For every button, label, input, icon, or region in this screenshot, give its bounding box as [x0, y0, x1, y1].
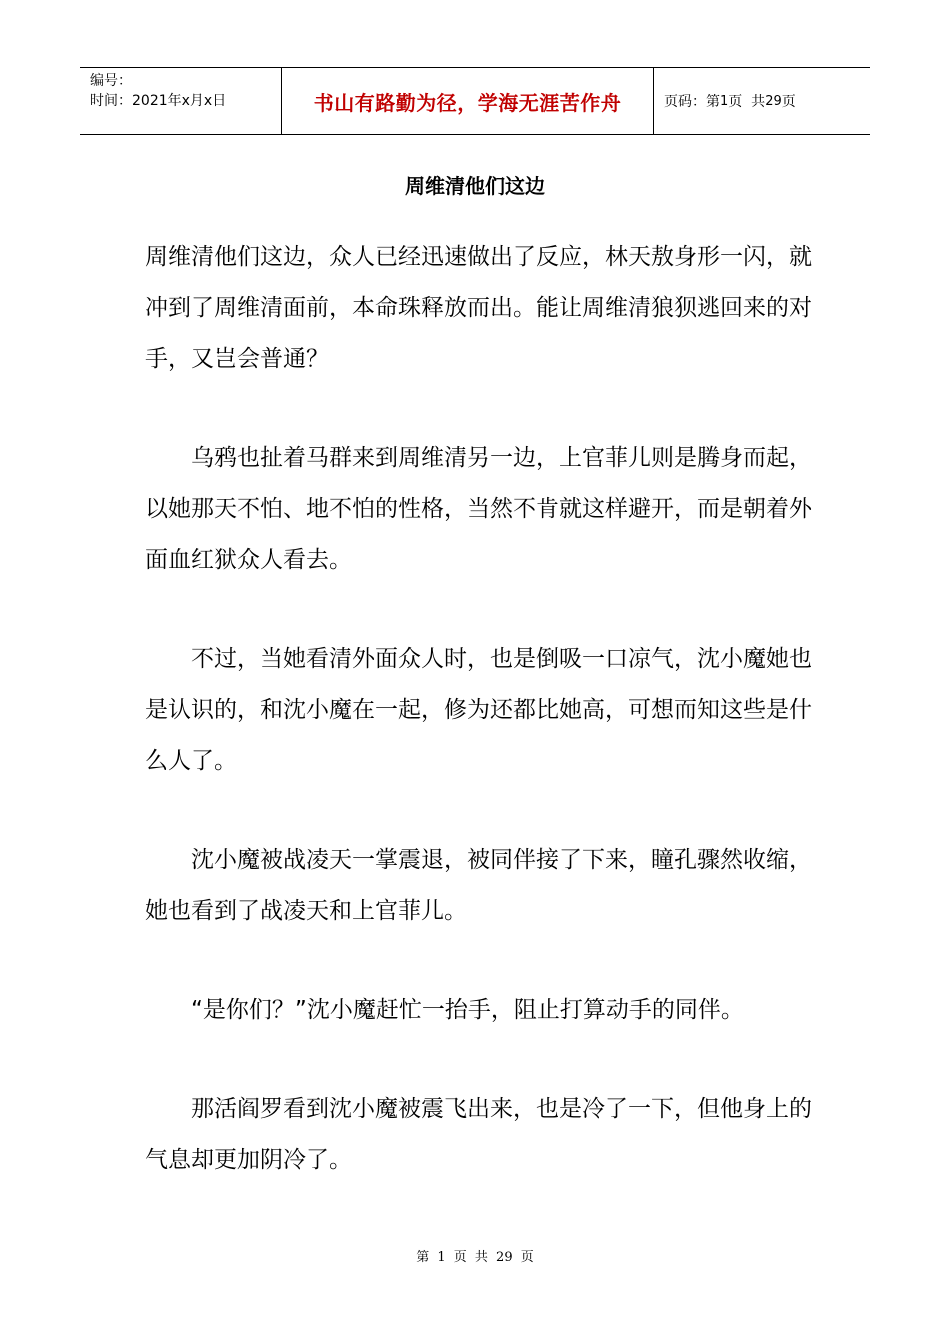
time-label: 时间：2021年x月x日	[90, 93, 227, 109]
paragraph: 沈小魔被战凌天一掌震退，被同伴接了下来，瞳孔骤然收缩，她也看到了战凌天和上官菲儿。	[145, 847, 812, 924]
paragraph: 乌鸦也扯着马群来到周维清另一边，上官菲儿则是腾身而起，以她那天不怕、地不怕的性格，当然不肯就这样避开，而是朝着外面血红狱众人看去。	[145, 445, 812, 573]
paragraph: “是你们？”沈小魔赶忙一抬手，阻止打算动手的同伴。	[191, 997, 744, 1023]
header-motto: 书山有路勤为径，学海无涯苦作舟	[282, 68, 654, 134]
page-current: 1	[720, 93, 729, 109]
page-footer: 第 1 页 共 29 页	[416, 1250, 534, 1265]
paragraph: 周维清他们这边，众人已经迅速做出了反应，林天敖身形一闪，就冲到了周维清面前，本命珠释放而出。能让周维清狼狈逃回来的对手，又岂会普通？	[145, 244, 812, 372]
page-label-suffix: 页	[781, 94, 796, 110]
document-title: 周维清他们这边	[405, 174, 545, 198]
header-meta	[80, 68, 282, 134]
page-total: 29	[765, 93, 782, 109]
page-label-prefix: 页码：第	[664, 94, 720, 110]
header-page-info	[654, 68, 870, 134]
number-label: 编号：	[90, 73, 132, 89]
paragraph: 那活阎罗看到沈小魔被震飞出来，也是冷了一下，但他身上的气息却更加阴冷了。	[145, 1096, 812, 1173]
page-label-mid: 页 共	[728, 94, 766, 110]
document-header	[80, 67, 870, 135]
document-body	[145, 232, 815, 1234]
paragraph: 不过，当她看清外面众人时，也是倒吸一口凉气，沈小魔她也是认识的，和沈小魔在一起，修为还都比她高，可想而知这些是什么人了。	[145, 646, 812, 774]
